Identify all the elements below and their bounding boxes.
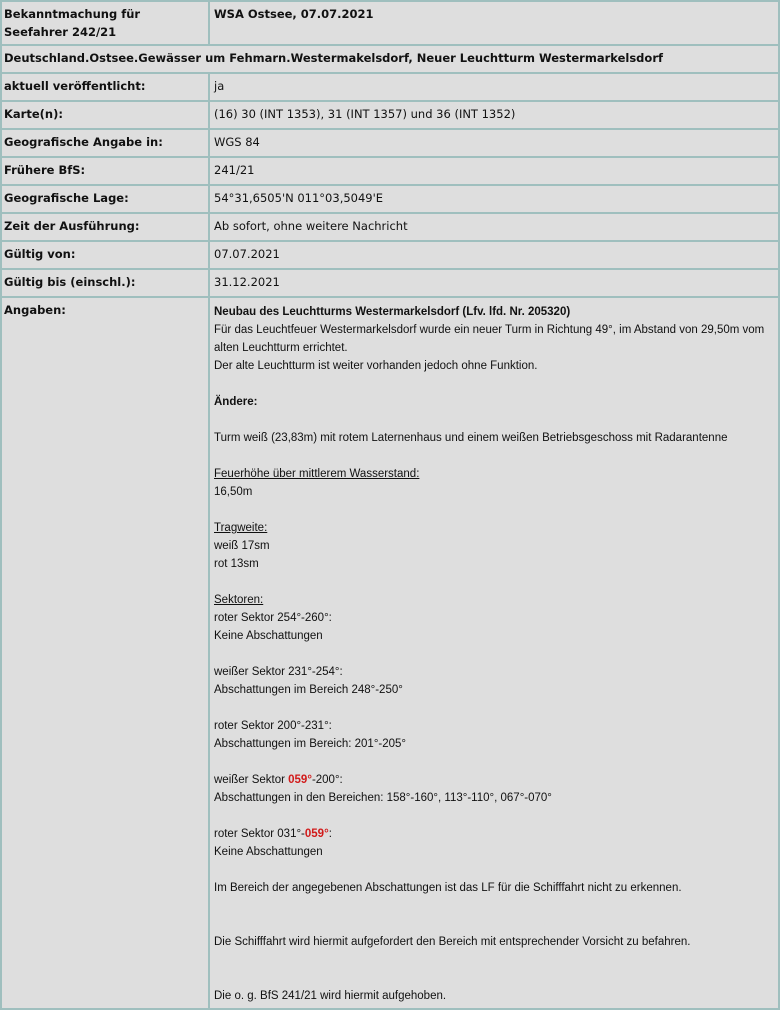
field-value: 07.07.2021 [209, 241, 779, 269]
location-row [1, 45, 779, 73]
field-row-datum [1, 129, 779, 157]
shadow-note: Im Bereich der angegebenen Abschattungen ist das LF für die Schifffahrt nicht zu erkennen. [214, 882, 682, 894]
issuer-date: WSA Ostsee, 07.07.2021 [209, 1, 779, 45]
details-intro-1: Für das Leuchtfeuer Westermarkelsdorf wurde ein neuer Turm in Richtung 49°, im Abstand von 29,50m vom alten Leuchtturm errichtet. [214, 324, 765, 354]
field-row-charts [1, 101, 779, 129]
tower-description: Turm weiß (23,83m) mit rotem Laternenhaus und einem weißen Betriebsgeschoss mit Radarantenne [214, 432, 728, 444]
sector-4-note: Abschattungen in den Bereichen: 158°-160°, 113°-110°, 067°-070° [214, 792, 552, 804]
sectors-heading: Sektoren: [214, 594, 264, 606]
sector-5-title [214, 825, 776, 843]
field-label: aktuell veröffentlicht: [1, 73, 209, 101]
details-title: Neubau des Leuchtturms Westermarkelsdorf (Lfv. lfd. Nr. 205320) [214, 306, 571, 318]
sector-4-highlight: 059° [288, 774, 312, 786]
field-label: Geografische Lage: [1, 185, 209, 213]
height-value: 16,50m [214, 486, 253, 498]
header-row [1, 1, 779, 45]
field-value: 54°31,6505'N 011°03,5049'E [209, 185, 779, 213]
field-value: Ab sofort, ohne weitere Nachricht [209, 213, 779, 241]
field-row-valid-from [1, 241, 779, 269]
sector-5-highlight: 059° [304, 828, 329, 840]
notice-number: Bekanntmachung für Seefahrer 242/21 [1, 1, 209, 45]
location-line: Deutschland.Ostsee.Gewässer um Fehmarn.Westermakelsdorf, Neuer Leuchtturm Westermarkelsdorf [1, 45, 779, 73]
field-label: Gültig bis (einschl.): [1, 269, 209, 297]
field-value: WGS 84 [209, 129, 779, 157]
range-red: rot 13sm [214, 558, 259, 570]
field-row-position [1, 185, 779, 213]
height-heading: Feuerhöhe über mittlerem Wasserstand: [214, 468, 420, 480]
details-label: Angaben: [1, 297, 209, 1009]
sector-5-suffix: : [328, 828, 332, 840]
field-value: (16) 30 (INT 1353), 31 (INT 1357) und 36 (INT 1352) [209, 101, 779, 129]
sector-3-note: Abschattungen im Bereich: 201°-205° [214, 738, 407, 750]
sector-5-prefix: roter Sektor 031°- [214, 828, 305, 840]
sector-1-title: roter Sektor 254°-260°: [214, 612, 332, 624]
field-row-previous [1, 157, 779, 185]
field-value: ja [209, 73, 779, 101]
field-row-published [1, 73, 779, 101]
details-content [209, 297, 779, 1009]
field-label: Gültig von: [1, 241, 209, 269]
sector-4-suffix: -200°: [311, 774, 343, 786]
revocation-note: Die o. g. BfS 241/21 wird hiermit aufgehoben. [214, 990, 447, 1002]
details-intro-2: Der alte Leuchtturm ist weiter vorhanden jedoch ohne Funktion. [214, 360, 538, 372]
sector-2-title: weißer Sektor 231°-254°: [214, 666, 343, 678]
sector-3-title: roter Sektor 200°-231°: [214, 720, 332, 732]
caution-note: Die Schifffahrt wird hiermit aufgefordert den Bereich mit entsprechender Vorsicht zu befahren. [214, 936, 691, 948]
field-row-execution [1, 213, 779, 241]
sector-5-note: Keine Abschattungen [214, 846, 323, 858]
change-heading: Ändere: [214, 396, 258, 408]
sector-2-note: Abschattungen im Bereich 248°-250° [214, 684, 403, 696]
field-row-valid-until [1, 269, 779, 297]
field-label: Zeit der Ausführung: [1, 213, 209, 241]
sector-4-prefix: weißer Sektor [214, 774, 289, 786]
field-value: 31.12.2021 [209, 269, 779, 297]
field-label: Geografische Angabe in: [1, 129, 209, 157]
sector-4-title [214, 771, 776, 789]
range-heading: Tragweite: [214, 522, 268, 534]
sector-1-note: Keine Abschattungen [214, 630, 323, 642]
field-label: Frühere BfS: [1, 157, 209, 185]
field-value: 241/21 [209, 157, 779, 185]
field-label: Karte(n): [1, 101, 209, 129]
range-white: weiß 17sm [214, 540, 270, 552]
details-row [1, 297, 779, 1009]
